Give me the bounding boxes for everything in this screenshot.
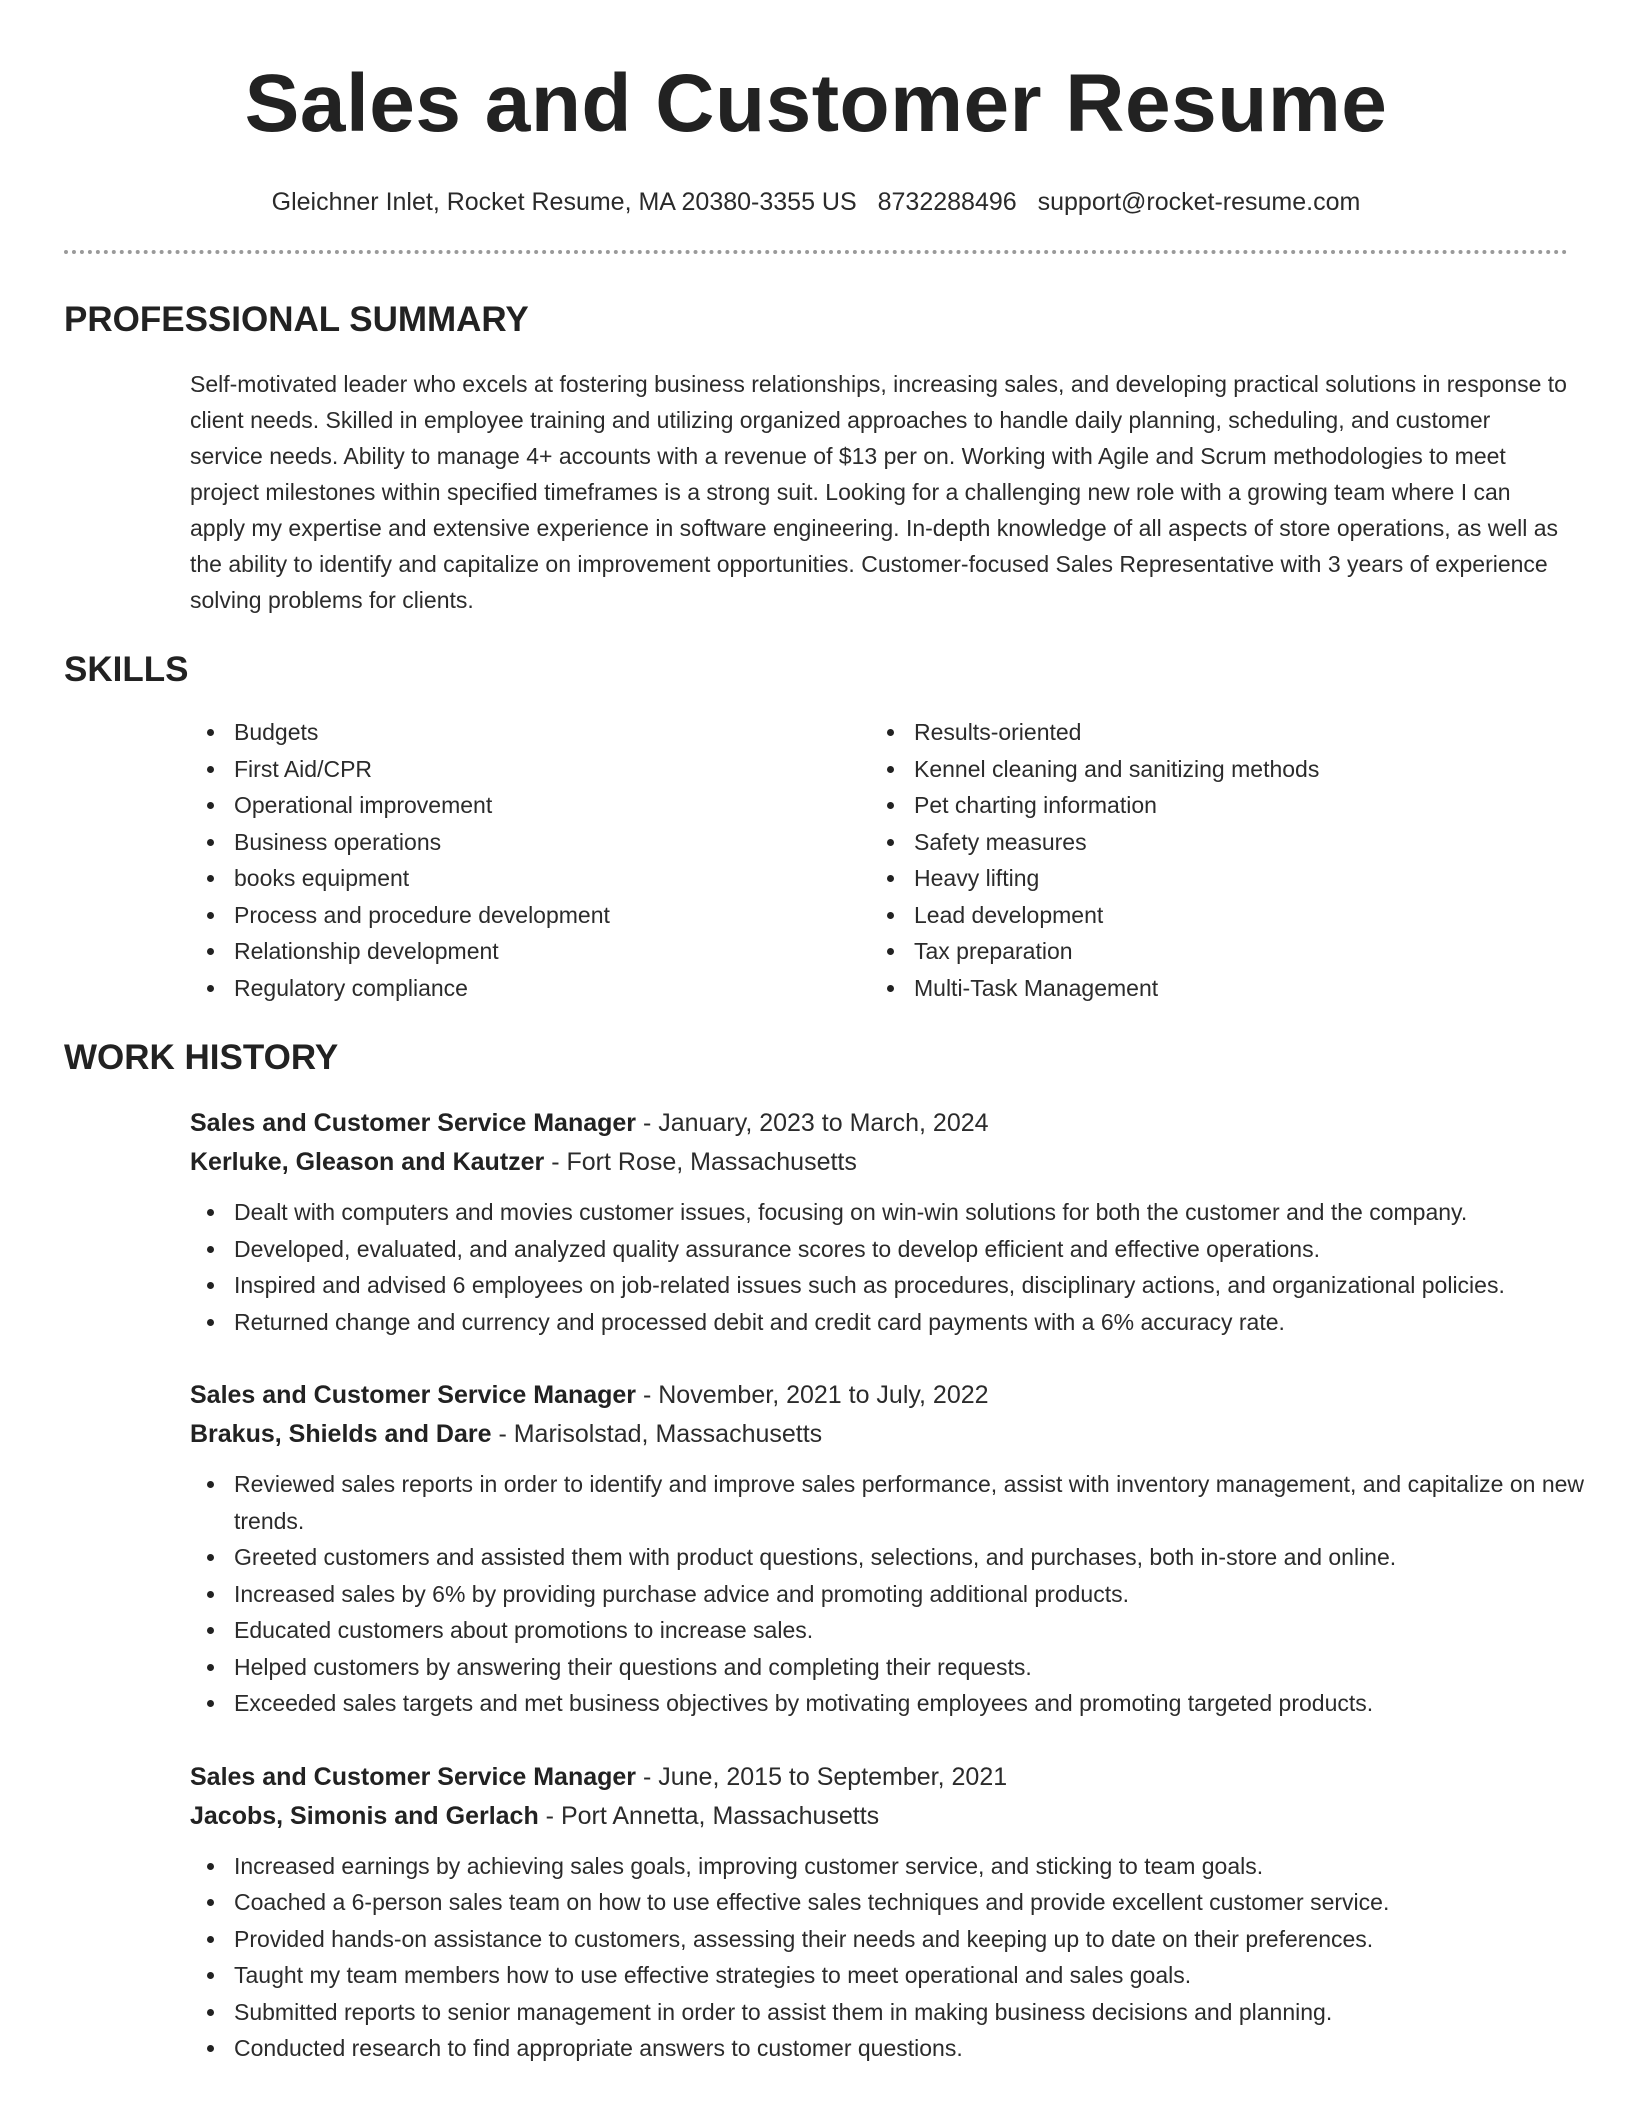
contact-info [64,186,1568,218]
resume-header [64,0,1568,254]
skills-list-left [190,714,870,1006]
duty-item: Submitted reports to senior management in order to assist them in making business decisions and planning. [190,1994,1590,2031]
work-history-heading: WORK HISTORY [64,1038,339,1077]
job-company-line [190,1415,1568,1454]
job-position: Sales and Customer Service Manager [190,1762,637,1791]
skill-item: Relationship development [190,933,870,970]
duty-item: Returned change and currency and processed debit and credit card payments with a 6% accuracy rate. [190,1304,1590,1341]
contact-email: support@rocket-resume.com [1037,188,1361,216]
job-position: Sales and Customer Service Manager [190,1381,637,1409]
resume-title: Sales and Customer Resume [244,58,1388,149]
summary-text: Self-motivated leader who excels at fostering business relationships, increasing sales, and developing practical solutions in response to client needs. Skilled in employee training and utilizing organized approaches to handle daily planning, scheduling, and customer service needs. Ability to manage 4+ accounts with a revenue of $13 per on. Working with Agile and Scrum methodologies to meet project milestones within specified timeframes is a strong suit. Looking for a challenging new role with a growing team where I can apply my expertise and extensive experience in software engineering. In-depth knowledge of all aspects of store operations, as well as the ability to identify and capitalize on improvement opportunities. Customer-focused Sales Representative with 3 years of experience solving problems for clients. [190,371,1567,613]
summary-section [64,298,1568,618]
duty-item: Helped customers by answering their questions and completing their requests. [190,1649,1590,1686]
job-location: - Port Annetta, Massachusetts [538,1801,880,1830]
job-entry [190,1376,1585,1722]
skill-item: Process and procedure development [190,897,870,934]
job-dates: - November, 2021 to July, 2022 [636,1381,989,1409]
skill-item: Results-oriented [870,714,1550,751]
skill-item: Budgets [190,714,870,751]
job-dates: - June, 2015 to September, 2021 [636,1762,1008,1791]
job-company: Kerluke, Gleason and Kautzer [190,1148,545,1176]
duty-item: Taught my team members how to use effective strategies to meet operational and sales goals. [190,1957,1590,1994]
contact-phone: 8732288496 [877,188,1017,216]
skill-item: Lead development [870,897,1550,934]
duty-item: Increased sales by 6% by providing purchase advice and promoting additional products. [190,1576,1590,1613]
duty-item: Coached a 6-person sales team on how to use effective sales techniques and provide excellent customer service. [190,1884,1590,1921]
duty-item: Educated customers about promotions to increase sales. [190,1612,1590,1649]
skill-item: Business operations [190,824,870,861]
duty-item: Reviewed sales reports in order to identify and improve sales performance, assist with inventory management, and capitalize on new trends. [190,1466,1590,1539]
skill-item: Heavy lifting [870,860,1550,897]
skills-section [64,648,1568,1006]
job-location: - Marisolstad, Massachusetts [491,1420,823,1448]
job-entry [190,1758,1568,2067]
job-title-line [190,1104,1568,1143]
duty-item: Inspired and advised 6 employees on job-related issues such as procedures, disciplinary actions, and organizational policies. [190,1267,1590,1304]
skill-item: books equipment [190,860,870,897]
skill-item: Operational improvement [190,787,870,824]
skills-list-right [870,714,1550,1006]
skills-columns [190,714,1568,1006]
skill-item: Pet charting information [870,787,1550,824]
duty-item: Provided hands-on assistance to customers, assessing their needs and keeping up to date on their preferences. [190,1921,1590,1958]
job-position: Sales and Customer Service Manager [190,1109,637,1137]
work-history-section [64,1036,1585,2067]
duty-item: Increased earnings by achieving sales goals, improving customer service, and sticking to team goals. [190,1848,1590,1885]
job-title-line [190,1758,1568,1797]
duty-item: Exceeded sales targets and met business objectives by motivating employees and promoting targeted products. [190,1685,1590,1722]
duty-item: Developed, evaluated, and analyzed quality assurance scores to develop efficient and effective operations. [190,1231,1590,1268]
job-company: Brakus, Shields and Dare [190,1420,492,1448]
skill-item: Multi-Task Management [870,970,1550,1007]
skill-item: Regulatory compliance [190,970,870,1007]
skills-heading: SKILLS [64,650,189,689]
summary-heading: PROFESSIONAL SUMMARY [64,300,529,339]
contact-address: Gleichner Inlet, Rocket Resume, MA 20380-3355 US [271,188,857,216]
job-company-line [190,1797,1568,1836]
header-divider [64,250,1568,254]
job-entry [190,1104,1568,1340]
skill-item: Kennel cleaning and sanitizing methods [870,751,1550,788]
skill-item: Safety measures [870,824,1550,861]
job-dates: - January, 2023 to March, 2024 [636,1109,989,1137]
duty-item: Greeted customers and assisted them with product questions, selections, and purchases, both in-store and online. [190,1539,1590,1576]
job-location: - Fort Rose, Massachusetts [544,1148,857,1176]
duty-item: Conducted research to find appropriate answers to customer questions. [190,2030,1590,2067]
job-duties [190,1848,1590,2067]
job-company-line [190,1143,1568,1182]
job-company: Jacobs, Simonis and Gerlach [190,1801,539,1830]
job-title-line [190,1376,1568,1415]
duty-item: Dealt with computers and movies customer issues, focusing on win-win solutions for both the customer and the company. [190,1194,1590,1231]
skill-item: Tax preparation [870,933,1550,970]
job-duties [190,1194,1590,1340]
skill-item: First Aid/CPR [190,751,870,788]
job-duties [190,1466,1590,1722]
